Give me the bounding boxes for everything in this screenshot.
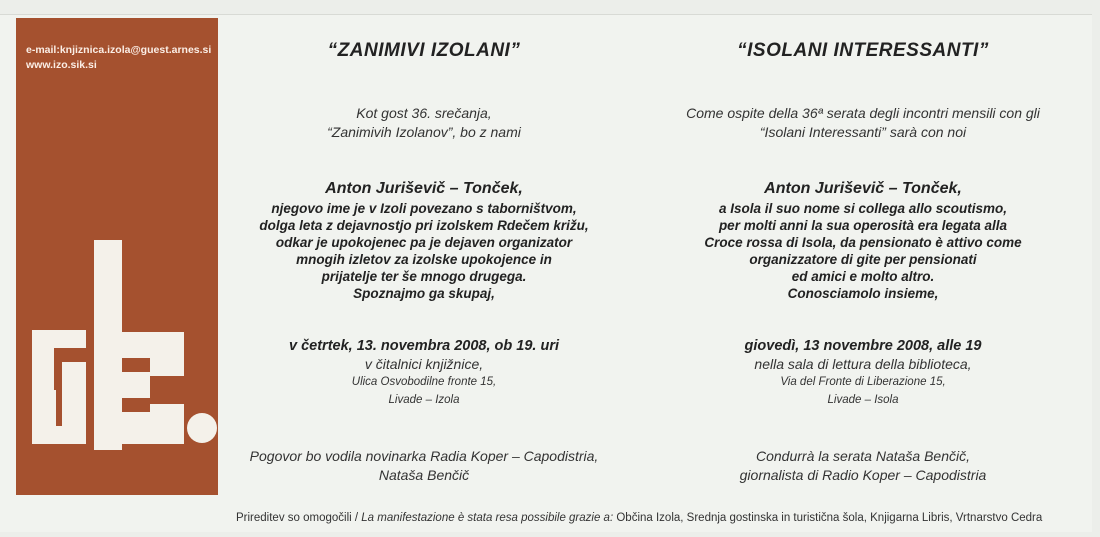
footer-label-it: La manifestazione è stata resa possibile grazie a: bbox=[361, 512, 614, 524]
event-address: Livade – Isola bbox=[827, 394, 899, 406]
bio-line: Conosciamolo insieme, bbox=[787, 286, 939, 301]
intro-line: “Isolani Interessanti” sarà con noi bbox=[759, 124, 967, 140]
event-address: Via del Fronte di Liberazione 15, bbox=[780, 376, 946, 388]
moderator-line: Nataša Benčič bbox=[378, 467, 470, 483]
footer-sponsors: Občina Izola, Srednja gostinska in turistična šola, Knjigarna Libris, Vrtnarstvo Cedra bbox=[616, 512, 1043, 524]
moderator-line: Pogovor bo vodila novinarka Radia Koper – Capodistria, bbox=[249, 448, 599, 464]
mki-logo-icon bbox=[0, 0, 230, 537]
italian-column bbox=[660, 40, 1066, 490]
event-date: giovedì, 13 novembre 2008, alle 19 bbox=[744, 338, 982, 354]
event-date: v četrtek, 13. novembra 2008, ob 19. uri bbox=[289, 338, 559, 354]
bio-line: a Isola il suo nome si collega allo scoutismo, bbox=[718, 201, 1008, 216]
italian-title: “ISOLANI INTERESSANTI” bbox=[737, 40, 989, 61]
event-place: nella sala di lettura della biblioteca, bbox=[754, 356, 972, 372]
intro-line: Come ospite della 36ª serata degli incontri mensili con gli bbox=[686, 105, 1040, 121]
moderator-line: Condurrà la serata Nataša Benčič, bbox=[756, 448, 970, 464]
event-address: Ulica Osvobodilne fronte 15, bbox=[351, 376, 497, 388]
sponsors-footer bbox=[236, 512, 1042, 524]
bio-line: Spoznajmo ga skupaj, bbox=[353, 286, 495, 301]
bio-line: dolga leta z dejavnostjo pri izolskem Rdečem križu, bbox=[259, 218, 589, 233]
contact-website[interactable]: www.izo.sik.si bbox=[26, 59, 97, 71]
bio-line: njegovo ime je v Izoli povezano s taborništvom, bbox=[271, 201, 577, 216]
bio-line: Croce rossa di Isola, da pensionato è attivo come bbox=[704, 235, 1022, 250]
bio-line: organizzatore di gite per pensionati bbox=[749, 252, 977, 267]
event-address: Livade – Izola bbox=[388, 394, 460, 406]
guest-name: Anton Juriševič – Tonček, bbox=[325, 180, 523, 197]
bio-line: odkar je upokojenec pa je dejaven organizator bbox=[275, 235, 573, 250]
slovenian-column bbox=[224, 40, 624, 490]
intro-line: Kot gost 36. srečanja, bbox=[356, 105, 492, 121]
guest-name: Anton Juriševič – Tonček, bbox=[764, 180, 962, 197]
bio-line: prijatelje ter še mnogo drugega. bbox=[321, 269, 527, 284]
contact-email[interactable]: e-mail:knjiznica.izola@guest.arnes.si bbox=[26, 44, 212, 56]
slovenian-title: “ZANIMIVI IZOLANI” bbox=[327, 40, 521, 61]
footer-label-sl: Prireditev so omogočili / bbox=[236, 512, 359, 524]
intro-line: “Zanimivih Izolanov”, bo z nami bbox=[327, 124, 521, 140]
bio-line: ed amici e molto altro. bbox=[791, 269, 935, 284]
bio-line: per molti anni la sua operosità era legata alla bbox=[718, 218, 1008, 233]
bio-line: mnogih izletov za izolske upokojence in bbox=[296, 252, 552, 267]
event-place: v čitalnici knjižnice, bbox=[364, 356, 484, 372]
moderator-line: giornalista di Radio Koper – Capodistria bbox=[739, 467, 987, 483]
